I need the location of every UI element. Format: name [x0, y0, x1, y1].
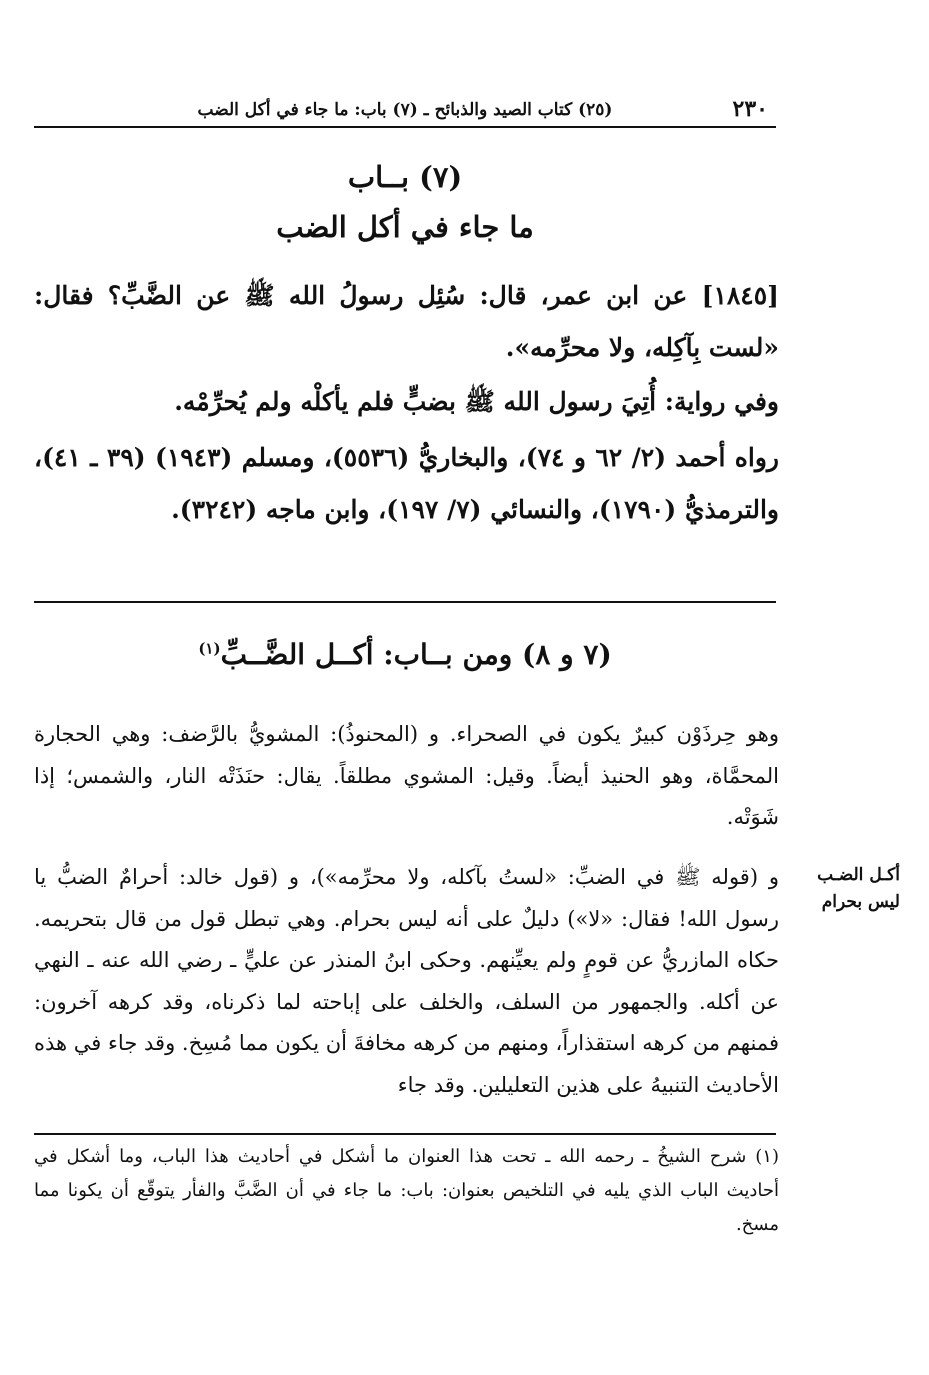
margin-note-line: ليس بحرام	[821, 892, 900, 912]
section-divider	[34, 601, 776, 603]
commentary-paragraph: وهو حِرذَوْن كبيرٌ يكون في الصحراء. و (المحنوذُ): المشويُّ بالرَّضف: وهي الحجارة المحمَّاة، وهو الحنيذ أيضاً. وقيل: المشوي مطلقاً. يقال: حنَذَتْه النار، والشمس؛ إذا شَوَتْه.	[34, 722, 779, 829]
hadith-variant: وفي رواية: أُتِيَ رسول الله ﷺ بضبٍّ فلم يأكلْه ولم يُحرِّمْه.	[174, 387, 779, 416]
page-number: ٢٣٠	[732, 96, 768, 122]
running-title: (٢٥) كتاب الصيد والذبائح ـ (٧) باب: ما جاء في أكل الضب	[197, 100, 613, 120]
hadith-text: [١٨٤٥] عن ابن عمر، قال: سُئِل رسولُ الله ﷺ عن الضَّبِّ؟ فقال: «لست بِآكِله، ولا محرِّمه».	[34, 281, 779, 362]
hadith-takhrij: رواه أحمد (٢/ ٦٢ و ٧٤)، والبخاريُّ (٥٥٣٦)، ومسلم (١٩٤٣) (٣٩ ـ ٤١)، والترمذيُّ (١٧٩٠)، والنسائي (٧/ ١٩٧)، وابن ماجه (٣٢٤٢).	[34, 443, 779, 524]
section-title	[34, 638, 776, 671]
footnote: (١) شرح الشيخُ ـ رحمه الله ـ تحت هذا العنوان ما أشكل في أحاديث هذا الباب، وما أشكل في أحاديث الباب الذي يليه في التلخيص بعنوان: باب: ما جاء في أن الضَّبَّ والفأر يتوقّع أن يكونا مما مسخ.	[34, 1146, 779, 1235]
footnote-marker: (١)	[198, 639, 221, 658]
commentary-paragraph: و (قوله ﷺ في الضبِّ: «لستُ بآكله، ولا محرِّمه»)، و (قول خالد: أحرامٌ الضبُّ يا رسول الله! فقال: «لا») دليلٌ على أنه ليس بحرام. وهي تبطل قول من قال بتحريمه. حكاه المازريُّ عن قومٍ ولم يعيِّنهم. وحكى ابنُ المنذر عن عليٍّ ـ رضي الله عنه ـ النهي عن أكله. والجمهور من السلف، والخلف على إباحته لما ذكرناه، وقد كرهه آخرون: فمنهم من كرهه استقذاراً، ومنهم من كرهه مخافةَ أن يكون مما مُسِخ. وقد جاء في هذه الأحاديث التنبيهُ على هذين التعليلين. وقد جاء	[34, 865, 779, 1097]
margin-note-line: أكـل الضـب	[817, 865, 900, 885]
chapter-number: (٧) بــاب	[347, 160, 463, 194]
running-header	[34, 98, 776, 128]
margin-note	[800, 862, 900, 916]
section-title-text: (٧ و ٨) ومن بــاب: أكــل الضَّــبِّ	[220, 638, 612, 671]
chapter-title: ما جاء في أكل الضب	[276, 210, 534, 244]
footnote-divider	[34, 1133, 776, 1135]
